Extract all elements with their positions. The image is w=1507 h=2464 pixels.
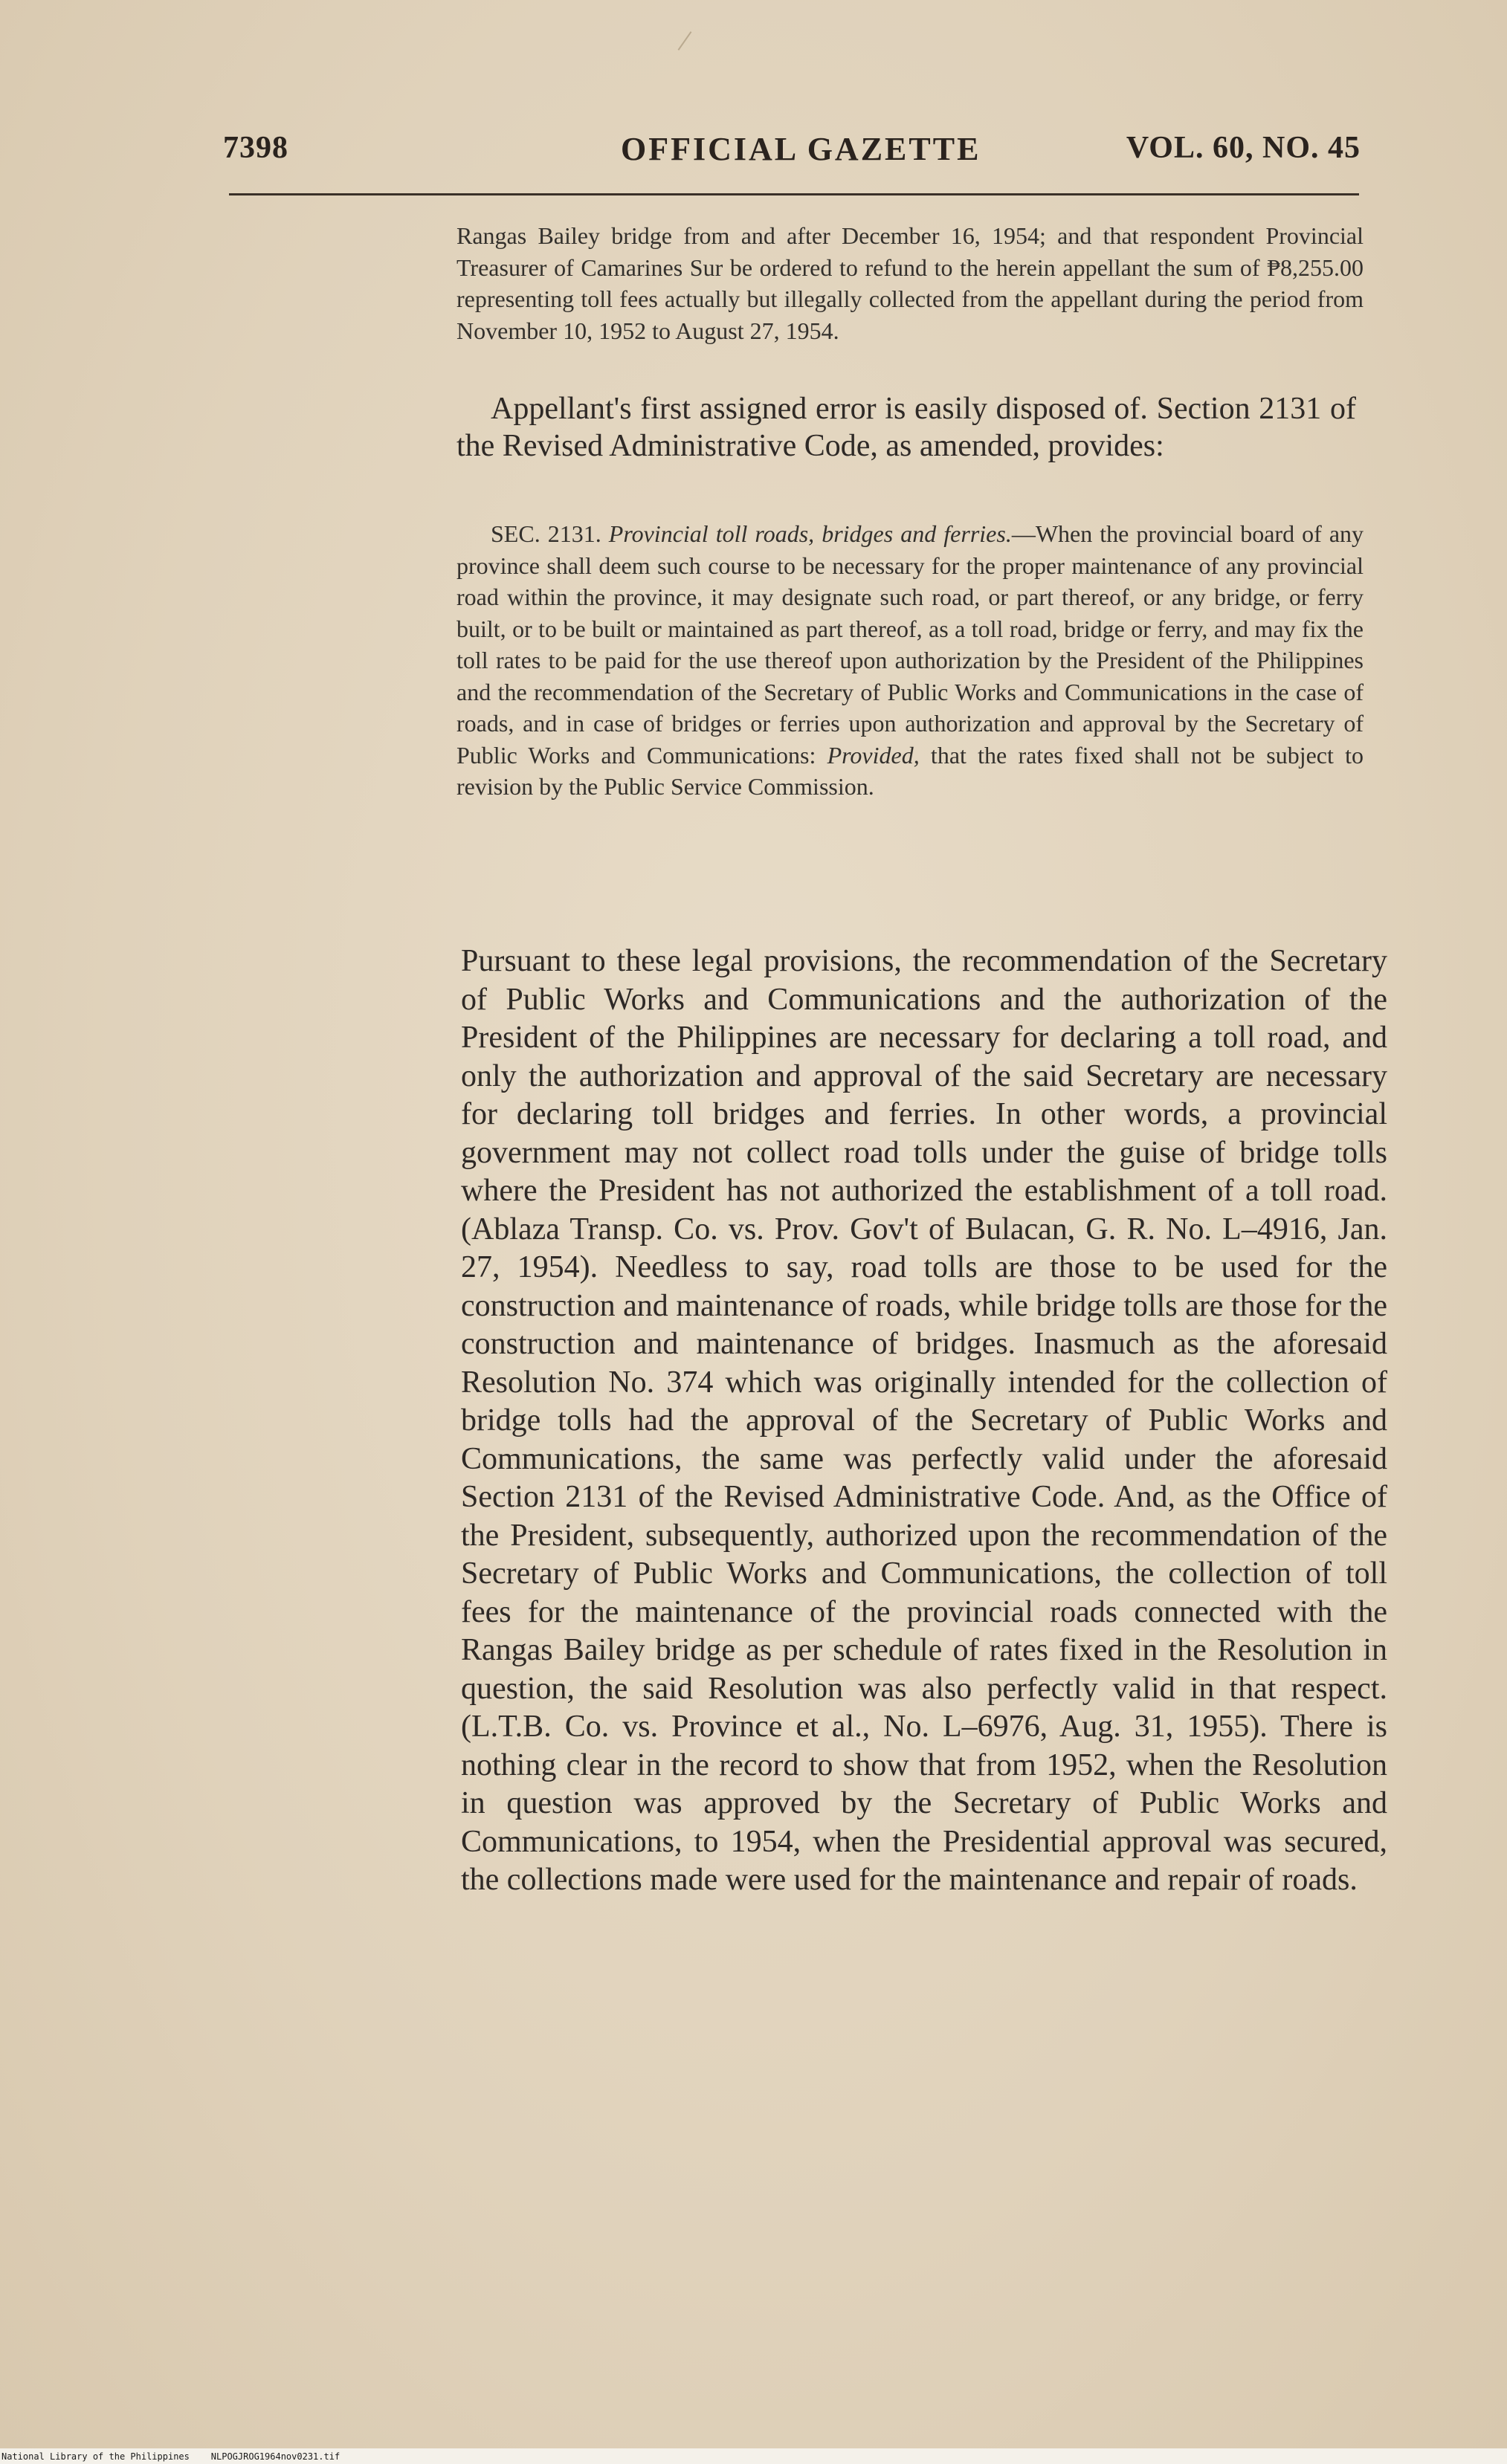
page-header	[223, 130, 1361, 175]
library-name: National Library of the Philippines	[1, 2451, 190, 2462]
section-label: SEC. 2131.	[491, 520, 601, 547]
main-paragraph	[461, 942, 1387, 1900]
volume-number: VOL. 60, NO. 45	[1126, 131, 1361, 165]
page-number: 7398	[223, 131, 288, 165]
paragraph-text: Appellant's first assigned error is easily disposed of. Section 2131 of the Revised Administrative Code, as amended, provides:	[456, 392, 1356, 463]
header-rule	[229, 193, 1359, 195]
proviso-word: Provided,	[827, 741, 920, 769]
section-text-end: that the rates fixed shall not be subject to revision by the Public Service Commission.	[456, 741, 1364, 800]
scan-footer	[1, 2451, 340, 2462]
file-name: NLPOGJROG1964nov0231.tif	[210, 2451, 341, 2462]
quoted-statute	[456, 518, 1364, 803]
section-heading: Provincial toll roads, bridges and ferries.	[608, 520, 1012, 547]
paragraph-text: Rangas Bailey bridge from and after December 16, 1954; and that respondent Provincial Treasurer of Camarines Sur be ordered to refund to the herein appellant the sum of ₱8,255.00 representing toll fees actually but illegally collected from the appellant during the period from November 10, 1952 to August 27, 1954.	[456, 222, 1364, 344]
section-text: —When the provincial board of any province shall deem such course to be necessary for the proper maintenance of any provincial road within the province, it may designate such road, or part thereof, or any bridge, or ferry built, or to be built or maintained as part thereof, as a toll road, bridge or ferry, and may fix the toll rates to be paid for the use thereof upon authorization by the President of the Philippines and the recommendation of the Secretary of Public Works and Communications in the case of roads, and in case of bridges or ferries upon authorization and approval by the Secretary of Public Works and Communications:	[456, 520, 1364, 769]
publication-title: OFFICIAL GAZETTE	[621, 131, 981, 167]
continued-paragraph	[456, 220, 1364, 346]
intro-paragraph	[456, 390, 1356, 465]
paragraph-text: Pursuant to these legal provisions, the recommendation of the Secretary of Public Works and Communications and the authorization of the President of the Philippines are necessary for declaring a toll road, and only the authorization and approval of the said Secretary are necessary for declaring toll bridges and ferries. In other words, a provincial government may not collect road tolls under the guise of bridge tolls where the President has not authorized the establishment of a toll road. (Ablaza Transp. Co. vs. Prov. Gov't of Bulacan, G. R. No. L–4916, Jan. 27, 1954). Needless to say, road tolls are those to be used for the construction and maintenance of roads, while bridge tolls are those for the construction and maintenance of bridges. Inasmuch as the aforesaid Resolution No. 374 which was originally intended for the collection of bridge tolls had the approval of the Secretary of Public Works and Communications, the same was perfectly valid under the aforesaid Section 2131 of the Revised Administrative Code. And, as the Office of the President, subsequently, authorized upon the recommendation of the Secretary of Public Works and Communications, the collection of toll fees for the maintenance of the provincial roads connected with the Rangas Bailey bridge as per schedule of rates fixed in the Resolution in question, the said Resolution was also perfectly valid in that respect. (L.T.B. Co. vs. Province et al., No. L–6976, Aug. 31, 1955). There is nothing clear in the record to show that from 1952, when the Resolution in question was approved by the Secretary of Public Works and Communications, to 1954, when the Presidential approval was secured, the collections made were used for the maintenance and repair of roads.	[461, 944, 1387, 1897]
